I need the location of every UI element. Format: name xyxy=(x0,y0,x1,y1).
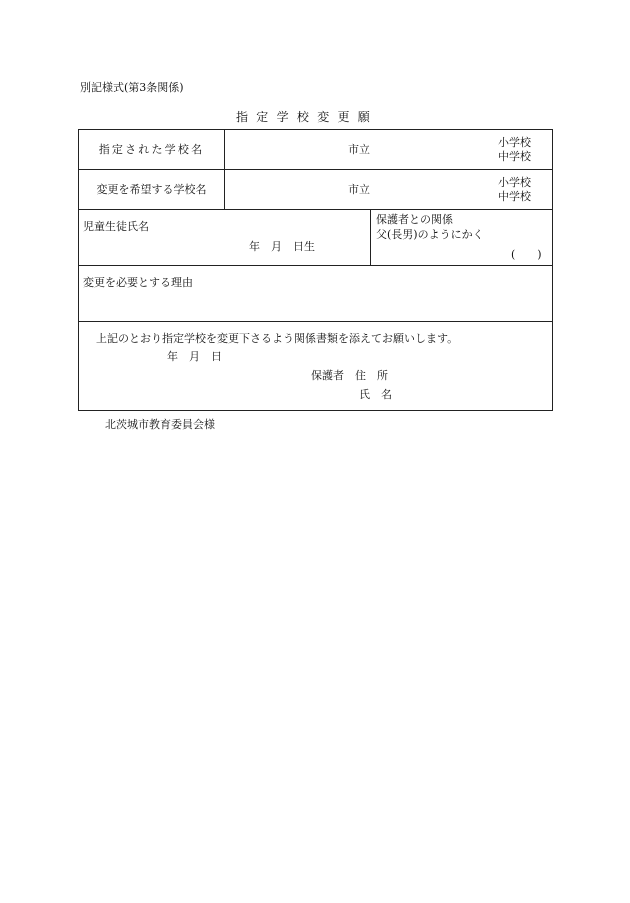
elementary-school-option[interactable]: 小学校 xyxy=(498,136,531,149)
designated-school-row xyxy=(79,130,553,170)
request-row xyxy=(79,322,553,411)
form-reference: 別記様式(第3条関係) xyxy=(80,81,184,94)
request-statement-section xyxy=(79,322,553,411)
reason-row xyxy=(79,266,553,322)
request-statement: 上記のとおり指定学校を変更下さるよう関係書類を添えてお願いします。 xyxy=(96,332,459,345)
designated-school-label xyxy=(79,130,225,170)
guardian-relation-label: 保護者との関係 xyxy=(376,213,453,226)
guardian-relation-example: 父(長男)のようにかく xyxy=(376,228,484,241)
designated-school-field[interactable] xyxy=(225,130,553,170)
desired-school-types xyxy=(498,176,531,204)
guardian-relation-field[interactable] xyxy=(371,210,553,266)
reason-label: 変更を必要とする理由 xyxy=(83,276,193,289)
pupil-birth-date: 年 月 日生 xyxy=(249,240,315,253)
guardian-address-label[interactable]: 保護者 住 所 xyxy=(311,369,388,382)
guardian-name-label[interactable]: 氏 名 xyxy=(359,388,392,401)
pupil-name-field[interactable] xyxy=(79,210,371,266)
desired-school-label xyxy=(79,170,225,210)
desired-school-label-text: 変更を希望する学校名 xyxy=(96,183,207,196)
elementary-school-option[interactable]: 小学校 xyxy=(498,176,531,189)
junior-high-school-option[interactable]: 中学校 xyxy=(498,190,531,203)
junior-high-school-option[interactable]: 中学校 xyxy=(498,150,531,163)
pupil-row xyxy=(79,210,553,266)
request-date[interactable]: 年 月 日 xyxy=(167,350,222,363)
desired-school-city: 市立 xyxy=(348,183,370,196)
application-form-table xyxy=(78,129,553,411)
desired-school-row xyxy=(79,170,553,210)
desired-school-field[interactable] xyxy=(225,170,553,210)
guardian-relation-parentheses: ( ) xyxy=(511,248,542,261)
addressee: 北茨城市教育委員会様 xyxy=(105,418,215,431)
designated-school-city: 市立 xyxy=(348,143,370,156)
pupil-name-label: 児童生徒氏名 xyxy=(83,220,149,233)
designated-school-types xyxy=(498,136,531,164)
reason-field[interactable] xyxy=(79,266,553,322)
document-title: 指定学校変更願 xyxy=(236,110,379,124)
designated-school-label-text: 指定された学校名 xyxy=(98,143,205,156)
